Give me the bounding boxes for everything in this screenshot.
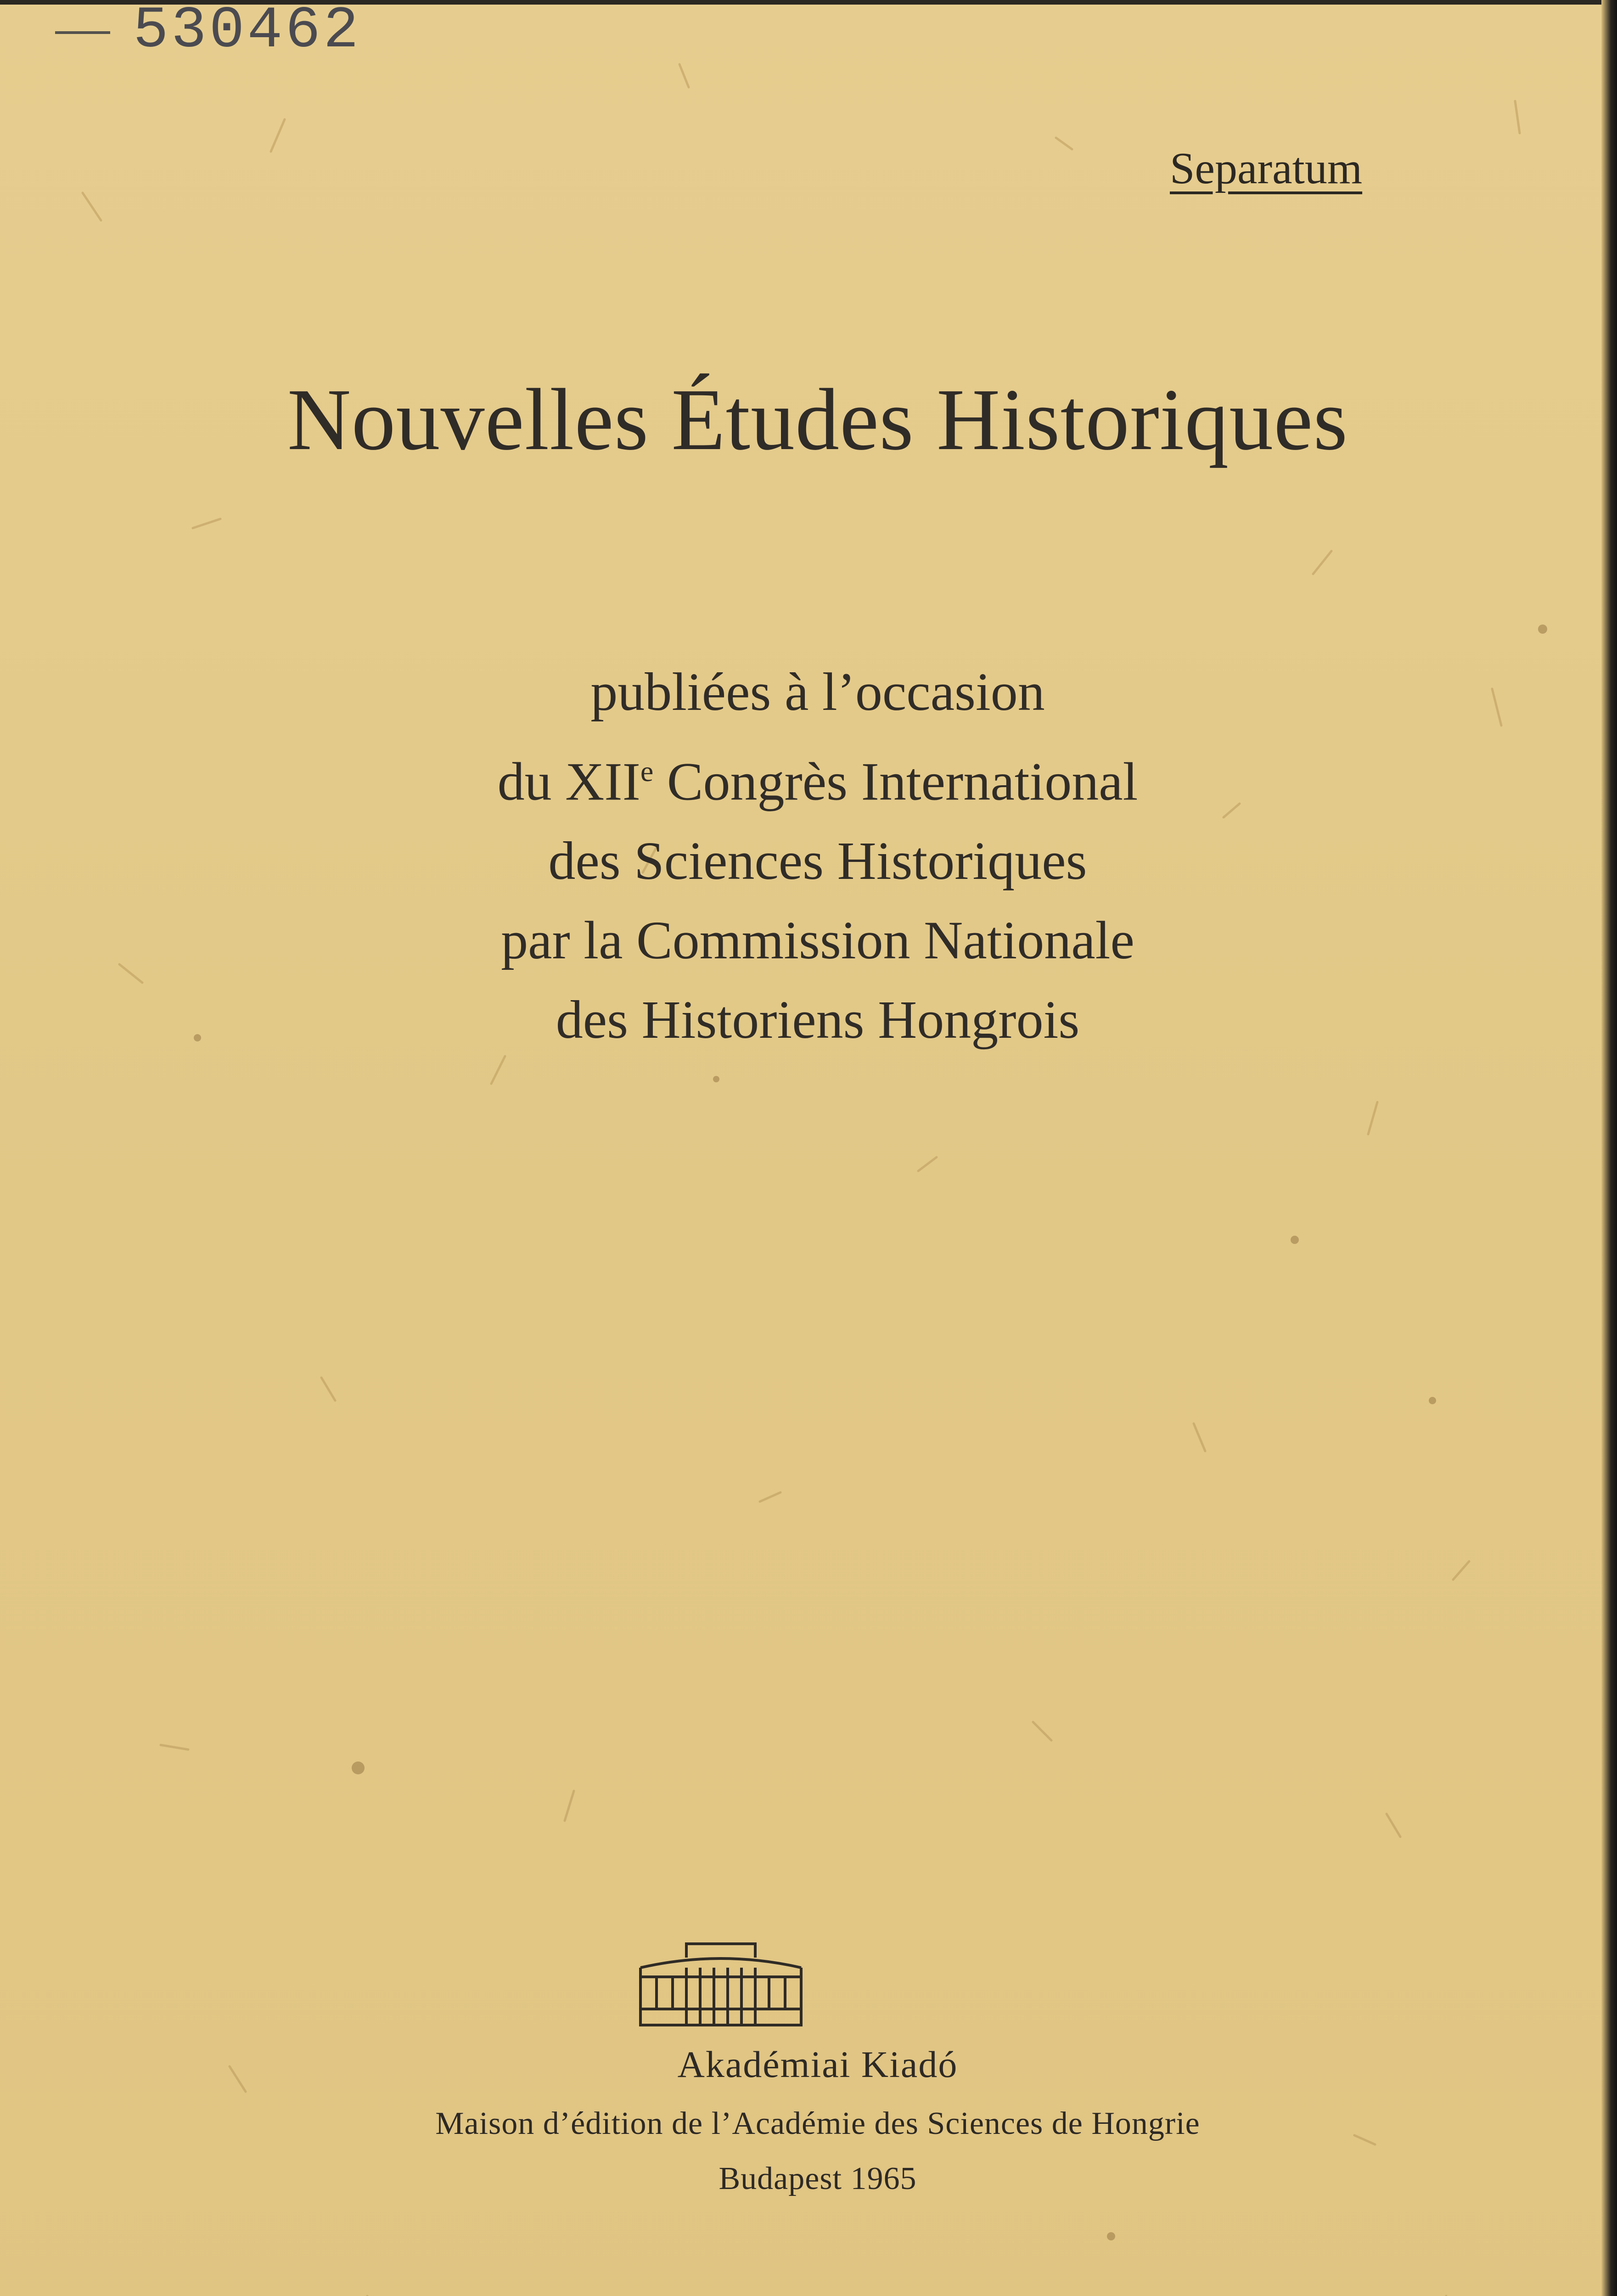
subtitle-line-2 xyxy=(18,732,1617,821)
publisher-name: Akadémiai Kiadó xyxy=(677,2043,958,2085)
subtitle-line-1: publiées à l’occasion xyxy=(590,662,1045,722)
publication-place-year: Budapest 1965 xyxy=(719,2161,917,2196)
book-subtitle xyxy=(0,652,1617,1059)
inventory-number-stamp: 530462 xyxy=(133,0,361,64)
academy-building-icon xyxy=(636,1940,806,2027)
separatum-label: Separatum xyxy=(1170,144,1363,193)
subtitle-line-3: des Sciences Historiques xyxy=(548,831,1087,891)
subtitle-line-2-start: du XII xyxy=(497,751,640,812)
ordinal-superscript: e xyxy=(640,755,654,788)
stamp-dash xyxy=(55,31,110,34)
publisher-house: Maison d’édition de l’Académie des Sciences de Hongrie xyxy=(435,2106,1200,2141)
cover-right-edge xyxy=(1601,0,1617,2296)
subtitle-line-2-end: Congrès International xyxy=(653,751,1138,812)
book-title: Nouvelles Études Historiques xyxy=(287,371,1348,468)
subtitle-line-4: par la Commission Nationale xyxy=(501,910,1134,971)
subtitle-line-5: des Historiens Hongrois xyxy=(556,990,1080,1050)
